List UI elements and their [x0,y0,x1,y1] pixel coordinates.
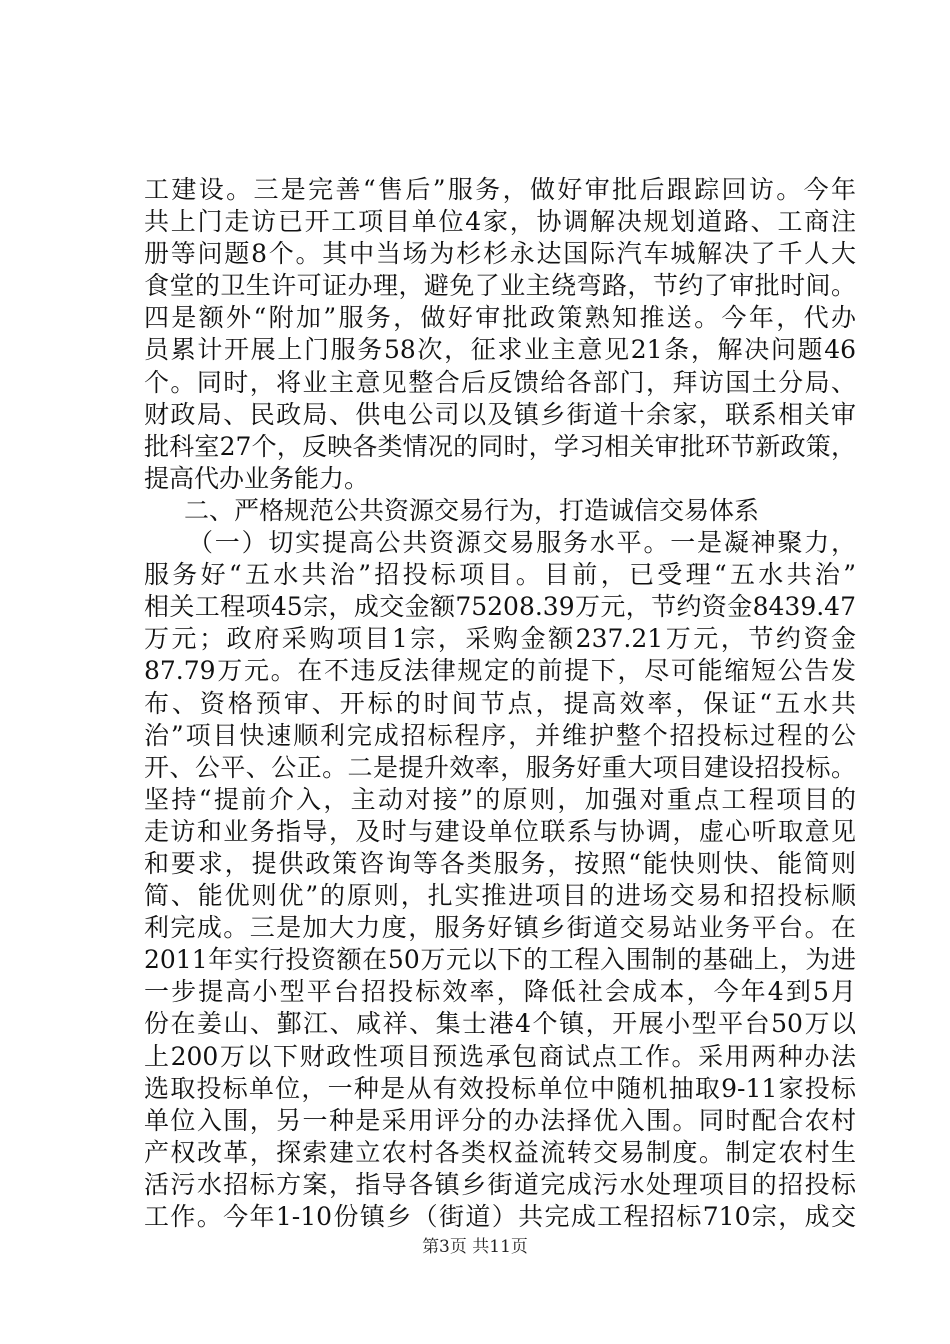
page-footer: 第3页 共11页 [422,1237,528,1257]
section-heading: 二、严格规范公共资源交易行为，打造诚信交易体系 [184,495,760,525]
text-line: 提高代办业务能力。 [144,463,370,493]
text-line: 员累计开展上门服务58次，征求业主意见21条，解决问题46 [144,335,856,365]
text-line: 走访和业务指导，及时与建设单位联系与协调，虚心听取意见 [144,816,856,846]
text-line: 工建设。三是完善“售后”服务，做好审批后跟踪回访。今年 [144,175,856,204]
text-line: 四是额外“附加”服务，做好审批政策熟知推送。今年，代办 [144,303,856,333]
text-line: 布、资格预审、开标的时间节点，提高效率，保证“五水共 [144,688,856,718]
text-line: 简、能优则优”的原则，扎实推进项目的进场交易和招投标顺 [144,881,856,911]
text-line: 服务好“五水共治”招投标项目。目前，已受理“五水共治” [144,560,856,590]
text-line: 产权改革，探索建立农村各类权益流转交易制度。制定农村生 [144,1137,856,1167]
text-line: 份在姜山、鄞江、咸祥、集士港4个镇，开展小型平台50万以 [144,1009,856,1039]
text-line: 万元；政府采购项目1宗，采购金额237.21万元，节约资金 [144,624,856,654]
text-line: 食堂的卫生许可证办理，避免了业主绕弯路，节约了审批时间。 [144,271,856,301]
text-line: （一）切实提高公共资源交易服务水平。一是凝神聚力， [188,528,856,558]
text-line: 活污水招标方案，指导各镇乡街道完成污水处理项目的招投标 [144,1169,856,1199]
text-line: 开、公平、公正。二是提升效率，服务好重大项目建设招投标。 [144,752,856,782]
text-line: 87.79万元。在不违反法律规定的前提下，尽可能缩短公告发 [144,656,856,686]
text-line: 坚持“提前介入，主动对接”的原则，加强对重点工程项目的 [144,784,856,814]
text-line: 册等问题8个。其中当场为杉杉永达国际汽车城解决了千人大 [144,239,856,269]
text-line: 一步提高小型平台招投标效率，降低社会成本，今年4到5月 [144,977,856,1007]
text-line: 财政局、民政局、供电公司以及镇乡街道十余家，联系相关审 [144,399,856,429]
text-line: 上200万以下财政性项目预选承包商试点工作。采用两种办法 [144,1041,856,1071]
text-line: 和要求，提供政策咨询等各类服务，按照“能快则快、能简则 [144,848,856,878]
text-line: 相关工程项45宗，成交金额75208.39万元，节约资金8439.47 [144,592,856,622]
text-line: 单位入围，另一种是采用评分的办法择优入围。同时配合农村 [144,1105,856,1135]
text-line: 批科室27个，反映各类情况的同时，学习相关审批环节新政策， [144,431,856,461]
text-line: 选取投标单位，一种是从有效投标单位中随机抽取9-11家投标 [144,1073,856,1103]
text-line: 治”项目快速顺利完成招标程序，并维护整个招投标过程的公 [144,720,856,750]
text-line: 利完成。三是加大力度，服务好镇乡街道交易站业务平台。在 [144,913,856,943]
text-line: 共上门走访已开工项目单位4家，协调解决规划道路、工商注 [144,207,856,237]
text-line: 2011年实行投资额在50万元以下的工程入围制的基础上，为进 [144,945,856,975]
body-text [144,174,856,1233]
text-line: 个。同时，将业主意见整合后反馈给各部门，拜访国土分局、 [144,367,856,397]
text-line: 工作。今年1-10份镇乡（街道）共完成工程招标710宗，成交 [144,1202,856,1231]
